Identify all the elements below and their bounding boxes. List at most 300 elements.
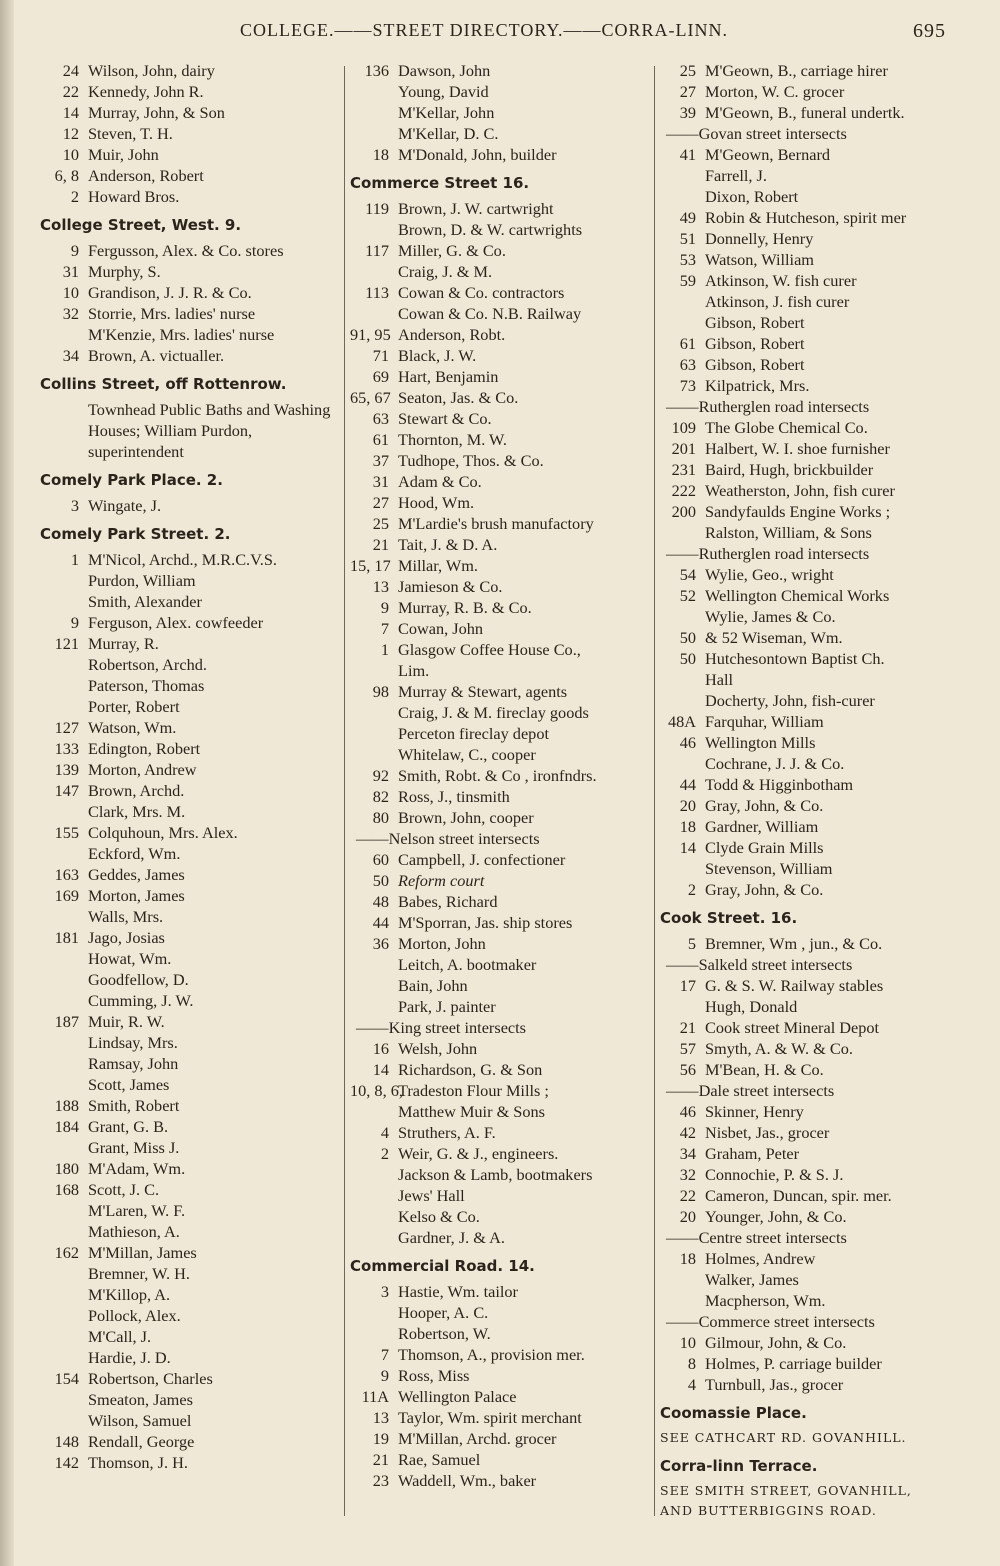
resident-name: Hardie, J. D. — [88, 1348, 171, 1367]
house-number — [40, 1326, 88, 1347]
resident-name: Thomson, A., provision mer. — [398, 1345, 585, 1364]
resident-name: Cameron, Duncan, spir. mer. — [705, 1186, 892, 1205]
house-number: 2 — [380, 1144, 389, 1163]
directory-entry — [350, 555, 650, 576]
resident-name: Atkinson, W. fish curer — [705, 271, 857, 290]
resident-name: M'Bean, H. & Co. — [705, 1060, 824, 1079]
house-number: 148 — [54, 1432, 79, 1451]
resident-name: Stevenson, William — [705, 859, 833, 878]
resident-name: Wylie, James & Co. — [705, 607, 836, 626]
resident-name: Park, J. painter — [398, 997, 496, 1016]
house-number: 142 — [54, 1453, 79, 1472]
resident-name: Tait, J. & D. A. — [398, 535, 498, 554]
directory-entry — [350, 1470, 650, 1491]
street-heading: Comely Park Street. 2. — [40, 525, 231, 543]
house-number: 3 — [380, 1282, 389, 1301]
directory-entry — [40, 570, 340, 591]
resident-name: Kelso & Co. — [398, 1207, 480, 1226]
resident-name: M'Sporran, Jas. ship stores — [398, 913, 573, 932]
house-number: 32 — [62, 304, 79, 323]
house-number: 7 — [380, 1345, 389, 1364]
resident-name: Richardson, G. & Son — [398, 1060, 543, 1079]
house-number: 39 — [679, 103, 696, 122]
resident-name: Smyth, A. & W. & Co. — [705, 1039, 853, 1058]
directory-entry — [660, 312, 960, 333]
house-number — [40, 324, 88, 345]
resident-name: Steven, T. H. — [88, 124, 173, 143]
directory-entry — [40, 990, 340, 1011]
resident-name: Sandyfaulds Engine Works ; — [705, 502, 891, 521]
house-number: 3 — [70, 496, 79, 515]
intersection-note: ——Govan street intersects — [666, 124, 847, 143]
house-number: 50 — [372, 871, 389, 890]
house-number: 7 — [380, 619, 389, 638]
house-number: 184 — [54, 1117, 79, 1136]
house-number: 127 — [54, 718, 79, 737]
directory-entry — [350, 1449, 650, 1470]
resident-name: Campbell, J. confectioner — [398, 850, 566, 869]
house-number — [660, 690, 705, 711]
resident-name: M'Kellar, D. C. — [398, 124, 499, 143]
resident-name: Leitch, A. bootmaker — [398, 955, 537, 974]
resident-name: Hall — [705, 670, 734, 689]
house-number: 10 — [679, 1333, 696, 1352]
directory-entry — [660, 753, 960, 774]
resident-name: Cochrane, J. J. & Co. — [705, 754, 845, 773]
resident-name: Gibson, Robert — [705, 334, 805, 353]
directory-entry — [350, 534, 650, 555]
directory-entry — [660, 417, 960, 438]
column-divider — [344, 66, 345, 1516]
resident-name: Hastie, Wm. tailor — [398, 1282, 518, 1301]
directory-entry — [40, 780, 340, 801]
house-number: 169 — [54, 886, 79, 905]
resident-name: Gibson, Robert — [705, 313, 805, 332]
resident-name: Weir, G. & J., engineers. — [398, 1144, 559, 1163]
directory-entry — [40, 123, 340, 144]
house-number: 163 — [54, 865, 79, 884]
directory-entry — [40, 1410, 340, 1431]
resident-name: Bremner, Wm , jun., & Co. — [705, 934, 883, 953]
house-number: 168 — [54, 1180, 79, 1199]
house-number: 23 — [372, 1471, 389, 1490]
house-number: 49 — [679, 208, 696, 227]
directory-entry — [40, 282, 340, 303]
directory-entry — [350, 975, 650, 996]
intersection-note: ——Commerce street intersects — [666, 1312, 875, 1331]
house-number: 46 — [679, 733, 696, 752]
resident-name: Smith, Robert — [88, 1096, 180, 1115]
directory-entry — [660, 975, 960, 996]
directory-entry — [660, 249, 960, 270]
directory-entry — [40, 165, 340, 186]
house-number — [660, 291, 705, 312]
house-number — [40, 843, 88, 864]
resident-name: Morton, Andrew — [88, 760, 197, 779]
directory-entry — [40, 1137, 340, 1158]
house-number: 8 — [687, 1354, 696, 1373]
resident-name: M'Kellar, John — [398, 103, 495, 122]
street-heading: Commerce Street 16. — [350, 174, 530, 192]
directory-entry — [40, 633, 340, 654]
directory-entry — [40, 1452, 340, 1473]
house-number: 15, 17 — [350, 556, 391, 575]
resident-name: Cook street Mineral Depot — [705, 1018, 880, 1037]
house-number: 32 — [679, 1165, 696, 1184]
resident-name: Porter, Robert — [88, 697, 180, 716]
house-number: 154 — [54, 1369, 79, 1388]
house-number: 231 — [671, 460, 696, 479]
resident-name: Kennedy, John R. — [88, 82, 204, 101]
resident-name: M'Geown, B., funeral undertk. — [705, 103, 905, 122]
directory-entry — [40, 1011, 340, 1032]
directory-entry — [660, 207, 960, 228]
house-number: 113 — [365, 283, 389, 302]
directory-entry — [350, 81, 650, 102]
house-number — [660, 1269, 705, 1290]
directory-entry — [660, 627, 960, 648]
house-number — [350, 123, 398, 144]
resident-name: Craig, J. & M. — [398, 262, 493, 281]
running-title: COLLEGE.——STREET DIRECTORY.——CORRA-LINN. — [240, 20, 729, 40]
resident-name: Pollock, Alex. — [88, 1306, 181, 1325]
house-number: 13 — [372, 577, 389, 596]
directory-entry — [350, 597, 650, 618]
house-number: 1 — [70, 550, 79, 569]
directory-entry — [660, 354, 960, 375]
resident-name: Halbert, W. I. shoe furnisher — [705, 439, 890, 458]
resident-name: Wellington Chemical Works — [705, 586, 890, 605]
directory-entry — [660, 165, 960, 186]
directory-entry — [350, 723, 650, 744]
directory-entry — [40, 60, 340, 81]
resident-name: Hutchesontown Baptist Ch. — [705, 649, 885, 668]
house-number: 24 — [62, 61, 79, 80]
directory-entry — [40, 1200, 340, 1221]
cross-reference: SEE CATHCART RD. GOVANHILL. — [660, 1430, 907, 1445]
resident-name: M'Geown, B., carriage hirer — [705, 61, 888, 80]
directory-entry — [40, 345, 340, 366]
directory-column-2 — [350, 60, 650, 1491]
resident-name: Scott, J. C. — [88, 1180, 160, 1199]
resident-name: Black, J. W. — [398, 346, 477, 365]
house-number: 188 — [54, 1096, 79, 1115]
resident-name: Morton, John — [398, 934, 486, 953]
directory-entry — [40, 324, 340, 345]
directory-entry — [350, 1227, 650, 1248]
resident-name: Nisbet, Jas., grocer — [705, 1123, 830, 1142]
resident-name: Farrell, J. — [705, 166, 767, 185]
directory-entry — [660, 270, 960, 291]
directory-entry — [660, 1059, 960, 1080]
directory-column-3 — [660, 60, 960, 1521]
house-number: 54 — [679, 565, 696, 584]
house-number: 82 — [372, 787, 389, 806]
intersection-note: ——Nelson street intersects — [356, 829, 540, 848]
house-number — [350, 1101, 398, 1122]
directory-entry — [660, 1122, 960, 1143]
house-number: 147 — [54, 781, 79, 800]
directory-entry — [660, 1332, 960, 1353]
intersection-note: ——Rutherglen road intersects — [666, 397, 870, 416]
resident-name: Cowan & Co. contractors — [398, 283, 565, 302]
house-number: 162 — [54, 1243, 79, 1262]
directory-entry — [350, 1164, 650, 1185]
house-number: 5 — [687, 934, 696, 953]
directory-entry — [40, 969, 340, 990]
resident-name: Millar, Wm. — [398, 556, 478, 575]
directory-entry — [40, 1179, 340, 1200]
resident-name: Grant, Miss J. — [88, 1138, 180, 1157]
house-number — [40, 1074, 88, 1095]
directory-entry — [40, 1116, 340, 1137]
house-number: 34 — [679, 1144, 696, 1163]
directory-entry — [350, 102, 650, 123]
house-number: 31 — [372, 472, 389, 491]
directory-entry — [40, 81, 340, 102]
resident-name: Welsh, John — [398, 1039, 478, 1058]
house-number: 73 — [679, 376, 696, 395]
directory-entry — [40, 240, 340, 261]
resident-name: Adam & Co. — [398, 472, 482, 491]
directory-entry — [40, 1263, 340, 1284]
directory-entry — [350, 408, 650, 429]
directory-entry — [40, 102, 340, 123]
directory-entry — [660, 60, 960, 81]
house-number — [350, 954, 398, 975]
directory-entry — [40, 1053, 340, 1074]
resident-name: Todd & Higginbotham — [705, 775, 854, 794]
house-number — [40, 570, 88, 591]
house-number: 50 — [679, 649, 696, 668]
directory-entry — [350, 240, 650, 261]
resident-name: M'Donald, John, builder — [398, 145, 557, 164]
resident-name: Rae, Samuel — [398, 1450, 481, 1469]
resident-name: Wingate, J. — [88, 496, 162, 515]
house-number: 31 — [62, 262, 79, 281]
resident-name: Clark, Mrs. M. — [88, 802, 186, 821]
house-number: 18 — [679, 1249, 696, 1268]
resident-name: Mathieson, A. — [88, 1222, 180, 1241]
resident-name: Howat, Wm. — [88, 949, 172, 968]
directory-entry — [350, 513, 650, 534]
resident-name: Walls, Mrs. — [88, 907, 164, 926]
house-number: 222 — [671, 481, 696, 500]
directory-entry — [660, 228, 960, 249]
resident-name: Gardner, J. & A. — [398, 1228, 505, 1247]
house-number — [350, 975, 398, 996]
house-number: 21 — [372, 535, 389, 554]
resident-name: Whitelaw, C., cooper — [398, 745, 536, 764]
house-number: 98 — [372, 682, 389, 701]
house-number — [350, 219, 398, 240]
resident-name: Grandison, J. J. R. & Co. — [88, 283, 252, 302]
resident-name: Thomson, J. H. — [88, 1453, 188, 1472]
resident-name: Waddell, Wm., baker — [398, 1471, 537, 1490]
directory-entry — [350, 144, 650, 165]
house-number: 27 — [679, 82, 696, 101]
house-number — [40, 1053, 88, 1074]
resident-name: Robin & Hutcheson, spirit mer — [705, 208, 907, 227]
directory-entry — [40, 144, 340, 165]
house-number: 14 — [62, 103, 79, 122]
street-heading: Commercial Road. 14. — [350, 1257, 535, 1275]
resident-name: M'Kenzie, Mrs. ladies' nurse — [88, 325, 275, 344]
house-number: 4 — [687, 1375, 696, 1394]
directory-entry — [660, 585, 960, 606]
directory-entry — [660, 690, 960, 711]
resident-name: Cowan & Co. N.B. Railway — [398, 304, 582, 323]
resident-name: Glasgow Coffee House Co., — [398, 640, 581, 659]
resident-name: Smith, Alexander — [88, 592, 202, 611]
house-number — [350, 1227, 398, 1248]
house-number: 51 — [679, 229, 696, 248]
house-number: 61 — [372, 430, 389, 449]
house-number: 121 — [54, 634, 79, 653]
resident-name: Brown, D. & W. cartwrights — [398, 220, 583, 239]
resident-name: Murray, R. — [88, 634, 159, 653]
resident-name: Jackson & Lamb, bootmakers — [398, 1165, 593, 1184]
resident-name: Storrie, Mrs. ladies' nurse — [88, 304, 256, 323]
house-number — [660, 996, 705, 1017]
resident-name: Holmes, Andrew — [705, 1249, 816, 1268]
resident-name: Gardner, William — [705, 817, 819, 836]
directory-entry — [350, 387, 650, 408]
directory-entry — [40, 654, 340, 675]
house-number: 180 — [54, 1159, 79, 1178]
resident-name: Muir, John — [88, 145, 159, 164]
resident-name: Weatherston, John, fish curer — [705, 481, 895, 500]
house-number: 6, 8 — [54, 166, 79, 185]
house-number: 9 — [380, 598, 389, 617]
directory-entry — [350, 681, 650, 702]
column-divider — [654, 66, 655, 1516]
resident-name: M'Nicol, Archd., M.R.C.V.S. — [88, 550, 277, 569]
directory-entry — [40, 1095, 340, 1116]
directory-entry — [350, 786, 650, 807]
resident-name: Seaton, Jas. & Co. — [398, 388, 519, 407]
house-number: 11A — [361, 1387, 389, 1406]
directory-entry — [660, 564, 960, 585]
cross-reference: AND BUTTERBIGGINS ROAD. — [660, 1503, 877, 1518]
directory-entry — [660, 858, 960, 879]
directory-entry — [660, 732, 960, 753]
house-number: 13 — [372, 1408, 389, 1427]
house-number: 2 — [70, 187, 79, 206]
directory-entry — [350, 765, 650, 786]
directory-entry — [40, 696, 340, 717]
resident-name: Perceton fireclay depot — [398, 724, 549, 743]
house-number: 59 — [679, 271, 696, 290]
resident-name: Hugh, Donald — [705, 997, 798, 1016]
house-number: 60 — [372, 850, 389, 869]
house-number — [350, 744, 398, 765]
resident-name: Rendall, George — [88, 1432, 195, 1451]
house-number — [40, 969, 88, 990]
resident-name: Hood, Wm. — [398, 493, 475, 512]
house-number: 9 — [70, 241, 79, 260]
directory-entry — [40, 843, 340, 864]
resident-name: Dawson, John — [398, 61, 491, 80]
resident-name: Skinner, Henry — [705, 1102, 804, 1121]
resident-name: Young, David — [398, 82, 489, 101]
directory-entry — [350, 996, 650, 1017]
directory-entry — [350, 702, 650, 723]
directory-entry — [660, 501, 960, 522]
resident-name: Bain, John — [398, 976, 468, 995]
directory-entry — [350, 576, 650, 597]
house-number: 27 — [372, 493, 389, 512]
directory-entry — [660, 1206, 960, 1227]
house-number — [40, 990, 88, 1011]
directory-entry — [40, 1242, 340, 1263]
house-number: 2 — [687, 880, 696, 899]
house-number: 117 — [365, 241, 389, 260]
resident-name: Purdon, William — [88, 571, 196, 590]
resident-name: Grant, G. B. — [88, 1117, 169, 1136]
directory-entry — [350, 429, 650, 450]
house-number: 22 — [62, 82, 79, 101]
house-number: 56 — [679, 1060, 696, 1079]
house-number — [40, 591, 88, 612]
resident-name: Gibson, Robert — [705, 355, 805, 374]
directory-entry — [660, 480, 960, 501]
house-number — [350, 1206, 398, 1227]
resident-name: Kilpatrick, Mrs. — [705, 376, 810, 395]
resident-name: Ramsay, John — [88, 1054, 179, 1073]
house-number — [350, 723, 398, 744]
directory-entry — [40, 906, 340, 927]
house-number: 71 — [372, 346, 389, 365]
resident-name: Farquhar, William — [705, 712, 824, 731]
resident-name: Watson, Wm. — [88, 718, 177, 737]
resident-name: Wylie, Geo., wright — [705, 565, 834, 584]
house-number — [40, 1347, 88, 1368]
resident-name: Paterson, Thomas — [88, 676, 205, 695]
resident-name: M'Millan, James — [88, 1243, 197, 1262]
resident-name: Fergusson, Alex. & Co. stores — [88, 241, 284, 260]
house-number — [350, 702, 398, 723]
resident-name: Murray, John, & Son — [88, 103, 225, 122]
resident-name: Brown, A. victualler. — [88, 346, 225, 365]
directory-entry — [350, 849, 650, 870]
resident-name: Wellington Mills — [705, 733, 816, 752]
house-number — [40, 654, 88, 675]
resident-name: M'Laren, W. F. — [88, 1201, 186, 1220]
house-number: 18 — [679, 817, 696, 836]
resident-name: Robertson, Charles — [88, 1369, 213, 1388]
page-header — [60, 20, 960, 50]
house-number — [350, 1164, 398, 1185]
directory-entry — [40, 1347, 340, 1368]
house-number — [350, 1302, 398, 1323]
street-heading: Cook Street. 16. — [660, 909, 798, 927]
resident-name: Ferguson, Alex. cowfeeder — [88, 613, 264, 632]
directory-entry — [350, 1038, 650, 1059]
directory-entry — [40, 1389, 340, 1410]
house-number: 44 — [679, 775, 696, 794]
directory-entry — [350, 1185, 650, 1206]
resident-name: Goodfellow, D. — [88, 970, 189, 989]
resident-name: Robertson, Archd. — [88, 655, 207, 674]
house-number: 25 — [372, 514, 389, 533]
directory-entry — [660, 1143, 960, 1164]
directory-entry — [660, 711, 960, 732]
resident-name: Taylor, Wm. spirit merchant — [398, 1408, 582, 1427]
entry-paragraph: Townhead Public Baths and Washing Houses; William Purdon, superintendent — [88, 400, 331, 461]
house-number — [660, 522, 705, 543]
resident-name: Docherty, John, fish-curer — [705, 691, 875, 710]
